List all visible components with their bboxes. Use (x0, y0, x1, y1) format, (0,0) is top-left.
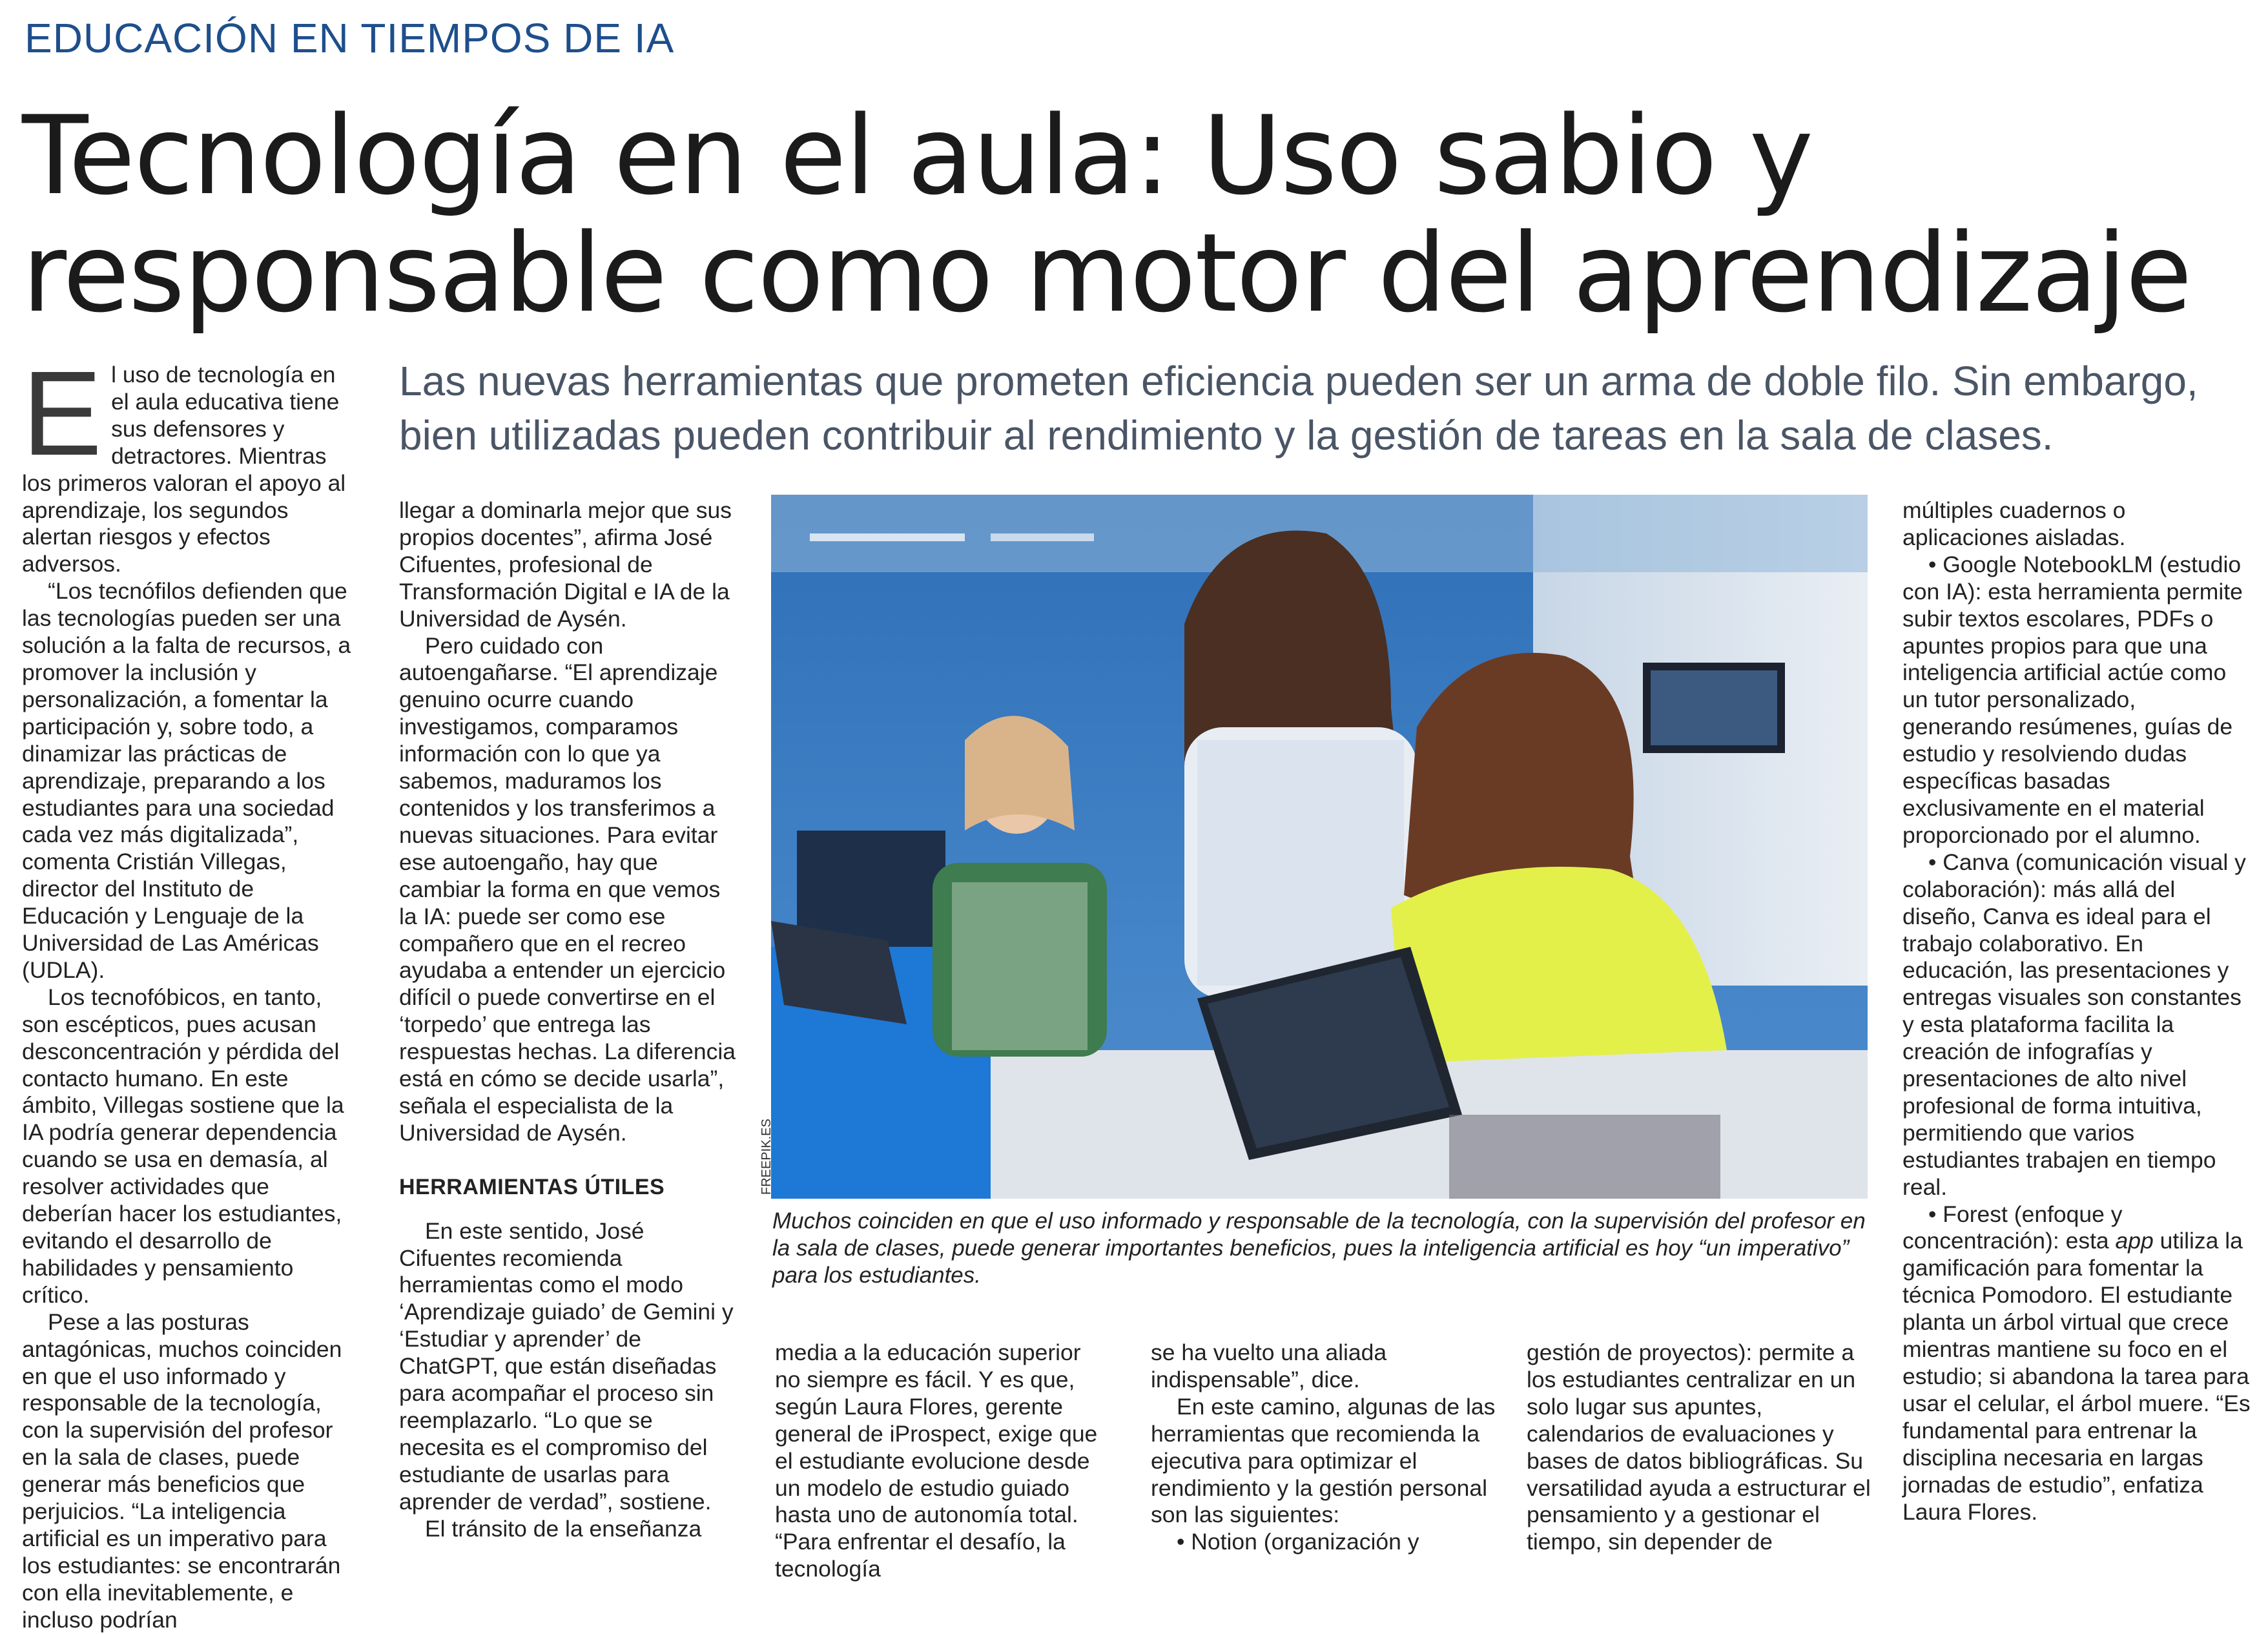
paragraph: múltiples cuadernos o aplicaciones aisladas. (1902, 497, 2126, 550)
photo-credit: FREEPIK.ES (759, 1119, 774, 1195)
spacer (399, 1147, 736, 1174)
paragraph: se ha vuelto una aliada indispensable”, dice. (1151, 1339, 1387, 1392)
deck-subtitle: Las nuevas herramientas que prometen eficiencia pueden ser un arma de doble filo. Sin embargo, bien utilizadas pueden contribuir al rendimiento y la gestión de tareas en la sala de clases. (399, 358, 2198, 459)
bullet-item-canva: • Canva (comunicación visual y colaboración): más allá del diseño, Canva es ideal para el trabajo colaborativo. En educación, las presentaciones y entregas visuales son constantes y esta plataforma facilita la creación de infografías y presentaciones de alto nivel profesional de forma intuitiva, permitiendo que varios estudiantes trabajen en tiempo real. (1902, 849, 2246, 1200)
forest-text-app: app (2115, 1228, 2154, 1254)
lead-paragraph (22, 347, 359, 578)
paragraph: En este sentido, José Cifuentes recomienda herramientas como el modo ‘Aprendizaje guiado’ de Gemini y ‘Estudiar y aprender’ de ChatGPT, que están diseñadas para acompañar el proceso sin reemplazarlo. “Lo que se necesita es el compromiso del estudiante de usarlas para aprender de verdad”, sostiene. (399, 1217, 734, 1515)
article-column-4 (1151, 1339, 1500, 1556)
forest-text-b: utiliza la gamificación para fomentar la técnica Pomodoro. El estudiante planta un árbol virtual que crece mientras mantiene su foco en el estudio; si abandona la tarea para usar el celular, el árbol muere. “Es fundamental para entrenar la disciplina necesaria en largas jornadas de estudio”, enfatiza Laura Flores. (1902, 1228, 2251, 1525)
forest-text-a: • Forest (enfoque y concentración): esta (1902, 1201, 2123, 1254)
article-column-3 (775, 1339, 1112, 1583)
lead-text: l uso de tecnología en el aula educativa tiene sus defensores y detractores. Mientras los primeros valoran el apoyo al aprendizaje, los segundos alertan riesgos y efectos adversos. (22, 362, 346, 577)
bullet-item-notebooklm: • Google NotebookLM (estudio con IA): esta herramienta permite subir textos escolares, PDFs o apuntes propios para que una inteligencia artificial actúe como un tutor personalizado, generando resúmenes, guías de estudio y resolviendo dudas específicas basadas exclusivamente en el material proporcionado por el alumno. (1902, 551, 2243, 848)
paragraph: media a la educación superior no siempre es fácil. Y es que, según Laura Flores, gerente general de iProspect, exige que el estudiante evolucione desde un modelo de estudio guiado hasta uno de autonomía total. “Para enfrentar el desafío, la tecnología (775, 1339, 1098, 1582)
classroom-photo (771, 495, 1868, 1199)
paragraph: gestión de proyectos): permite a los estudiantes centralizar en un solo lugar sus apuntes, calendarios de evaluaciones y bases de datos bibliográficas. Su versatilidad ayuda a estructurar el pensamiento y a gestionar el tiempo, sin depender de (1527, 1339, 1871, 1555)
paragraph: Pero cuidado con autoengañarse. “El aprendizaje genuino ocurre cuando investigamos, comparamos información con lo que ya sabemos, maduramos los contenidos y los transferimos a nuevas situaciones. Para evitar ese autoengaño, hay que cambiar la forma en que vemos la IA: puede ser como ese compañero que en el recreo ayudaba a entender un ejercicio difícil o puede convertirse en el ‘torpedo’ que entrega las respuestas hechas. La diferencia está en cómo se decide usarla”, señala el especialista de la Universidad de Aysén. (399, 632, 736, 1146)
paragraph: En este camino, algunas de las herramientas que recomienda la ejecutiva para optimizar el rendimiento y la gestión personal son las siguientes: (1151, 1393, 1496, 1528)
paragraph: “Los tecnófilos defienden que las tecnologías pueden ser una solución a la falta de recursos, a promover la inclusión y personalización, a fomentar la participación y, sobre todo, a dinamizar las prácticas de aprendizaje, preparando a los estudiantes para una sociedad cada vez más digitalizada”, comenta Cristián Villegas, director del Instituto de Educación y Lenguaje de la Universidad de Las Américas (UDLA). (22, 578, 351, 983)
photo-caption: Muchos coinciden en que el uso informado y responsable de la tecnología, con la supervisión del profesor en la sala de clases, puede generar importantes beneficios, pues la inteligencia artificial es hoy “un imperativo” para los estudiantes. (772, 1208, 1866, 1288)
headline-line-1: Tecnología en el aula: Uso sabio y (22, 92, 1813, 219)
paragraph: llegar a dominarla mejor que sus propios docentes”, afirma José Cifuentes, profesional de Transformación Digital e IA de la Universidad de Aysén. (399, 497, 732, 632)
paragraph: Pese a las posturas antagónicas, muchos coinciden en que el uso informado y responsable de la tecnología, con la supervisión del profesor en la sala de clases, puede generar más beneficios que perjuicios. “La inteligencia artificial es un imperativo para los estudiantes: se encontrarán con ella inevitablemente, e incluso podrían (22, 1308, 342, 1633)
headline-line-2: responsable como motor del aprendizaje (22, 210, 2191, 336)
article-column-6 (1902, 497, 2251, 1525)
subheading-herramientas: HERRAMIENTAS ÚTILES (399, 1174, 665, 1199)
article-column-2 (399, 497, 736, 1543)
paragraph: El tránsito de la enseñanza (425, 1515, 702, 1542)
section-label: EDUCACIÓN EN TIEMPOS DE IA (25, 15, 675, 61)
paragraph: Los tecnofóbicos, en tanto, son escépticos, pues acusan desconcentración y pérdida del contacto humano. En este ámbito, Villegas sostiene que la IA podría generar dependencia cuando se usa en demasía, al resolver actividades que deberían hacer los estudiantes, evitando el desarrollo de habilidades y pensamiento crítico. (22, 984, 344, 1308)
article-column-5 (1527, 1339, 1875, 1556)
drop-cap: E (22, 347, 103, 481)
bullet-item-forest (1902, 1201, 2251, 1526)
article-column-1 (22, 347, 359, 1634)
bullet-item-notion: • Notion (organización y (1177, 1529, 1419, 1555)
headline (22, 92, 2191, 336)
